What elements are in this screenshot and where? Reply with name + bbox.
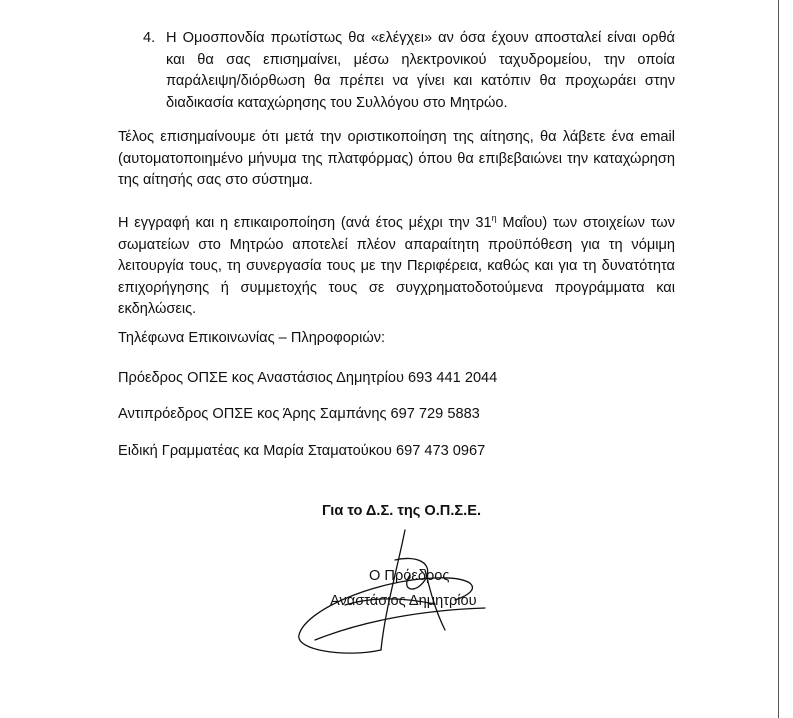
final-note-paragraph: Τέλος επισημαίνουμε ότι μετά την οριστικοποίηση της αίτησης, θα λάβετε ένα email (αυτοματοποιημένο μήνυμα της πλατφόρμας) όπου θα επιβεβαιώνει την καταχώρηση της αίτησής σας στο σύστημα. — [118, 129, 675, 188]
signature-name: Αναστάσιος Δημητρίου — [330, 593, 477, 609]
contacts-heading: Τηλέφωνα Επικοινωνίας – Πληροφοριών: — [118, 330, 386, 346]
page-edge-divider — [778, 0, 779, 718]
contact-vice-president: Αντιπρόεδρος ΟΠΣΕ κος Άρης Σαμπάνης 697 729 5883 — [118, 406, 480, 422]
contact-secretary: Ειδική Γραμματέας κα Μαρία Σταματούκου 697 473 0967 — [118, 443, 486, 459]
registry-text-start: Η εγγραφή και η επικαιροποίηση (ανά έτος μέχρι την 31 — [118, 215, 492, 231]
registry-text-end: Μαΐου) των στοιχείων των σωματείων στο Μητρώο αποτελεί πλέον απαραίτητη προϋπόθεση για τη νόμιμη λειτουργία τους, τη συνεργασία τους με την Περιφέρεια, καθώς και για τη δυνατότητα επιχορήγησης ή συμμετοχής τους σε συγχρηματοδοτούμενα προγράμματα και εκδηλώσεις. — [118, 215, 675, 317]
signature-role: Ο Πρόεδρος — [369, 568, 450, 584]
list-item-4-text: Η Ομοσπονδία πρωτίστως θα «ελέγχει» αν όσα έχουν αποσταλεί είναι ορθά και θα σας επισημαίνει, μέσω ηλεκτρονικού ταχυδρομείου, την οποία παράλειψη/διόρθωση θα πρέπει να γίνει και κατόπιν θα προχωράει στην διαδικασία καταχώρησης του Συλλόγου στο Μητρώο. — [166, 30, 675, 111]
registry-superscript: η — [491, 213, 497, 223]
signature-heading: Για το Δ.Σ. της Ο.Π.Σ.Ε. — [322, 503, 481, 519]
list-item-number: 4. — [143, 30, 156, 46]
registry-paragraph — [118, 208, 675, 321]
contact-president: Πρόεδρος ΟΠΣΕ κος Αναστάσιος Δημητρίου 693 441 2044 — [118, 370, 498, 386]
